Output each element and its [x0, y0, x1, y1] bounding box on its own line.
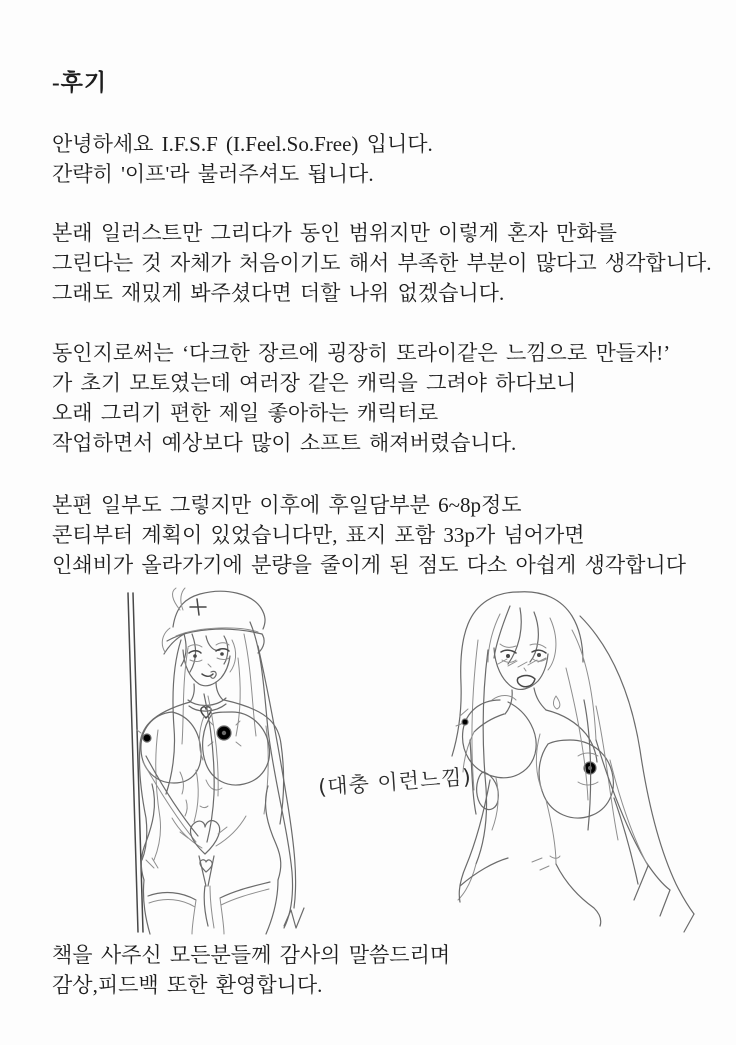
text-line: 그린다는 것 자체가 처음이기도 해서 부족한 부분이 많다고 생각합니다. [52, 251, 712, 275]
text-line: 본래 일러스트만 그리다가 동인 범위지만 이렇게 혼자 만화를 [52, 221, 617, 245]
text-line: 감상,피드백 또한 환영합니다. [52, 973, 323, 997]
text-line: 책을 사주신 모든분들께 감사의 말씀드리며 [52, 943, 451, 967]
sketch-left-character [137, 588, 304, 934]
text-line: 가 초기 모토였는데 여러장 같은 캐릭을 그려야 하다보니 [52, 371, 577, 395]
paragraph-motto [52, 338, 670, 458]
page-title: -후기 [52, 70, 108, 95]
text-line: 동인지로써는 ‘다크한 장르에 굉장히 또라이같은 느낌으로 만들자!’ [52, 341, 671, 365]
paragraph-greeting [52, 129, 433, 189]
text-line: 그래도 재밌게 봐주셨다면 더할 나위 없겠습니다. [52, 281, 505, 305]
text-line: 인쇄비가 올라가기에 분량을 줄이게 된 점도 다소 아쉽게 생각합니다 [52, 553, 687, 577]
pole [128, 593, 143, 932]
paragraph-closing [52, 940, 450, 1000]
sketch-right-character [452, 592, 694, 932]
text-line: 작업하면서 예상보다 많이 소프트 해져버렸습니다. [52, 431, 517, 455]
text-line: 간략히 '이프'라 불러주셔도 됩니다. [52, 162, 374, 186]
text-line: 본편 일부도 그렇지만 이후에 후일담부분 6~8p정도 [52, 493, 522, 517]
text-line: 안녕하세요 I.F.S.F (I.Feel.So.Free) 입니다. [52, 132, 433, 156]
sketch-caption: (대충 이런느낌) [317, 764, 473, 800]
text-line: 콘티부터 계획이 있었습니다만, 표지 포함 33p가 넘어가면 [52, 523, 585, 547]
paragraph-first-manga [52, 218, 712, 308]
text-line: 오래 그리기 편한 제일 좋아하는 캐릭터로 [52, 401, 439, 425]
paragraph-page-count [52, 490, 686, 580]
